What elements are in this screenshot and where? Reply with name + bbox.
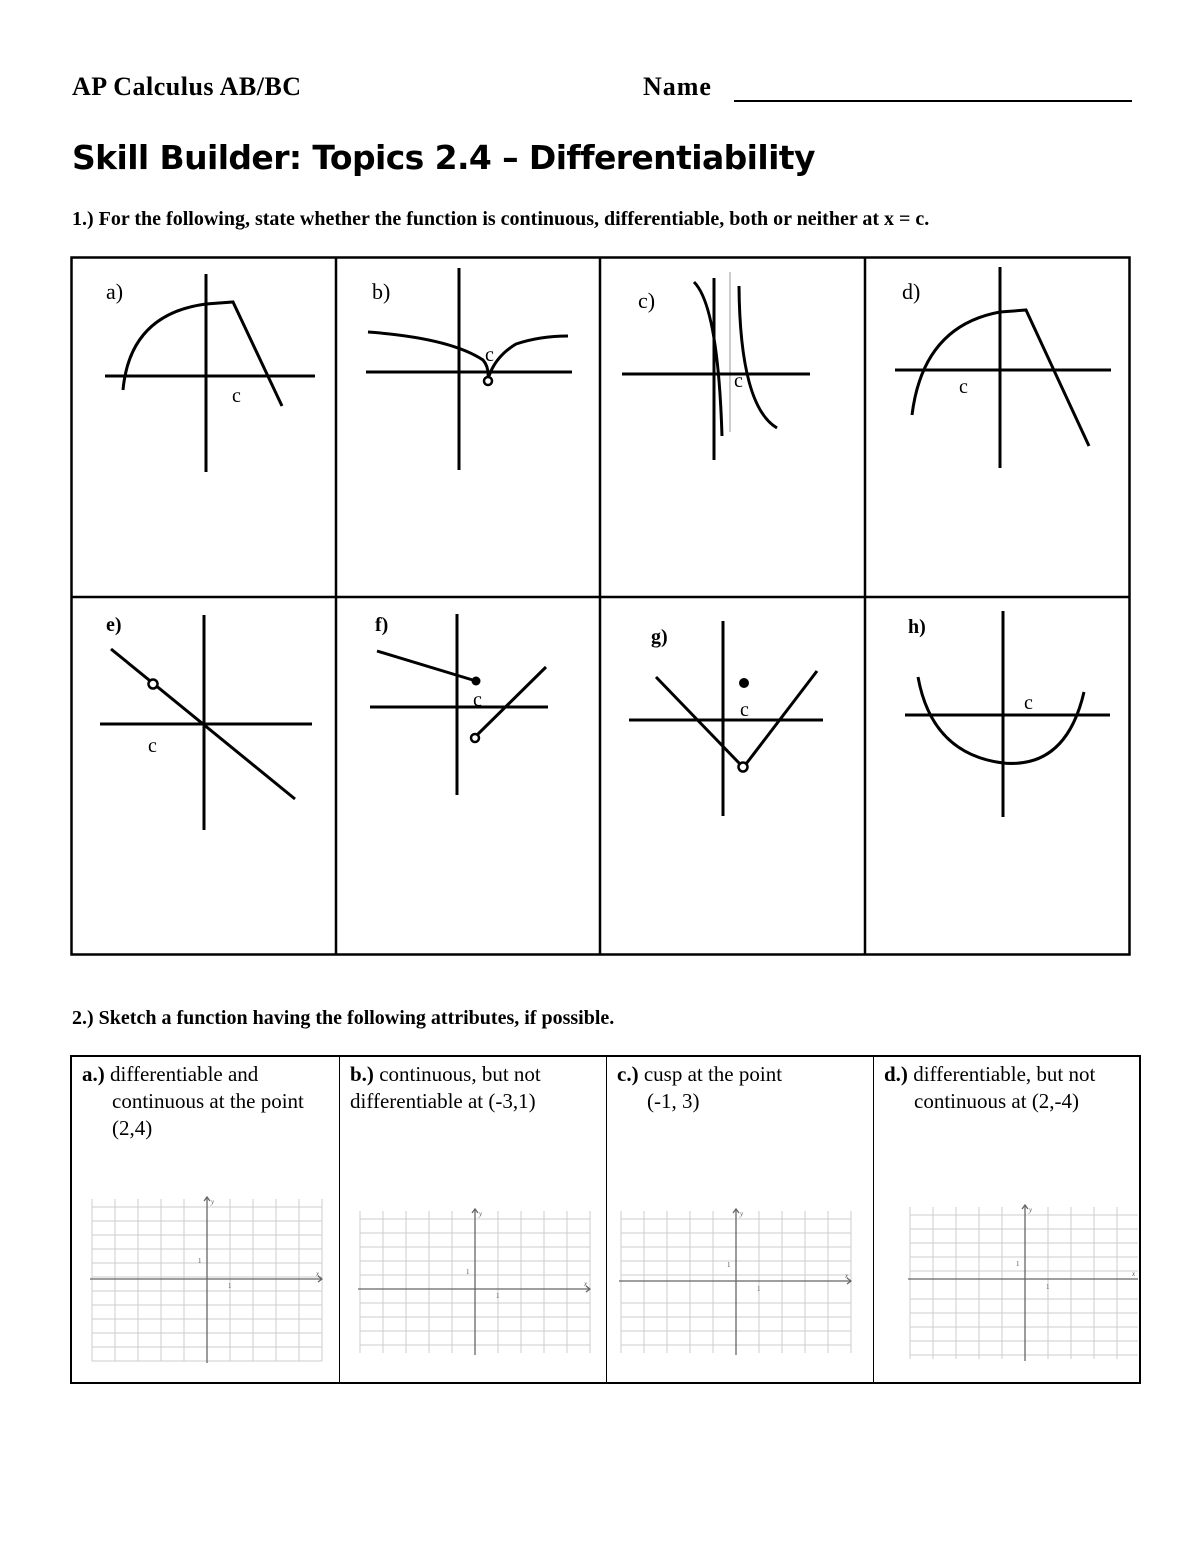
course-title: AP Calculus AB/BC — [72, 72, 302, 101]
point-label: c — [959, 376, 968, 398]
x-axis-label: x — [1132, 1270, 1136, 1278]
x-tick-label: 1 — [1046, 1283, 1050, 1291]
question-2-prompt: 2.) Sketch a function having the following attributes, if possible. — [72, 1007, 615, 1029]
y-tick-label: 1 — [1016, 1260, 1020, 1268]
graph-label: b) — [372, 279, 391, 304]
x-tick-label: 1 — [228, 1282, 232, 1290]
closed-point — [472, 677, 481, 686]
part-c-cell[interactable] — [607, 1057, 874, 1382]
coordinate-grid[interactable] — [619, 1207, 855, 1357]
graph-label: a) — [106, 279, 124, 304]
open-point — [739, 763, 748, 772]
function-line — [377, 651, 476, 681]
y-axis-label: y — [1029, 1206, 1033, 1214]
graph-label: f) — [375, 614, 389, 636]
open-point — [149, 680, 158, 689]
point-label: c — [485, 344, 494, 366]
x-axis-label: x — [316, 1270, 320, 1278]
function-line — [746, 671, 817, 764]
point-label: c — [1024, 692, 1033, 714]
part-a-description — [82, 1061, 333, 1142]
name-label: Name — [643, 72, 712, 101]
y-axis-label: y — [479, 1210, 483, 1218]
part-d-description — [884, 1061, 1133, 1115]
part-text: (-1, 3) — [647, 1089, 700, 1113]
function-curve — [739, 286, 777, 428]
part-text: continuous at (2,-4) — [914, 1089, 1080, 1113]
graph-d — [895, 267, 1111, 468]
part-label: d.) — [884, 1062, 908, 1086]
coordinate-grid[interactable] — [90, 1195, 326, 1365]
part-text: (2,4) — [112, 1116, 153, 1140]
function-curve — [918, 677, 1084, 763]
graph-label: g) — [651, 626, 668, 648]
part-label: a.) — [82, 1062, 105, 1086]
function-curve — [489, 336, 568, 376]
part-label: c.) — [617, 1062, 639, 1086]
part-b-description — [350, 1061, 600, 1115]
coordinate-grid[interactable] — [908, 1203, 1138, 1363]
graph-label: e) — [106, 614, 122, 636]
function-curve — [694, 282, 722, 436]
question-2-table — [70, 1055, 1141, 1384]
function-curve — [123, 302, 282, 406]
point-label: c — [473, 689, 482, 711]
point-label: c — [734, 370, 743, 392]
graph-g — [629, 621, 823, 816]
x-tick-label: 1 — [496, 1292, 500, 1300]
graph-b — [366, 268, 572, 470]
part-text: differentiable, but not — [913, 1062, 1096, 1086]
part-text: differentiable and — [110, 1062, 259, 1086]
part-label: b.) — [350, 1062, 374, 1086]
part-d-cell[interactable] — [874, 1057, 1139, 1382]
name-field[interactable] — [734, 100, 1132, 102]
y-tick-label: 1 — [198, 1257, 202, 1265]
closed-point — [739, 678, 749, 688]
x-axis-label: x — [845, 1272, 849, 1280]
y-tick-label: 1 — [466, 1268, 470, 1276]
open-point — [484, 377, 492, 385]
part-text: continuous at the point — [112, 1089, 304, 1113]
graph-grid-svg — [70, 256, 1131, 956]
question-1-graph-grid — [70, 256, 1131, 956]
point-label: c — [740, 699, 749, 721]
function-line — [476, 667, 546, 736]
coordinate-grid[interactable] — [358, 1207, 594, 1357]
graph-f — [370, 614, 548, 795]
worksheet-title: Skill Builder: Topics 2.4 – Differentiability — [72, 138, 815, 177]
question-1-prompt: 1.) For the following, state whether the function is continuous, differentiable, both or neither at x = c. — [72, 208, 930, 230]
point-label: c — [148, 735, 157, 757]
graph-label: d) — [902, 279, 921, 304]
point-label: c — [232, 385, 241, 407]
part-text: continuous, but not — [379, 1062, 541, 1086]
part-text: differentiable at (-3,1) — [350, 1089, 536, 1113]
x-tick-label: 1 — [757, 1285, 761, 1293]
y-axis-label: y — [211, 1198, 215, 1206]
y-axis-label: y — [740, 1210, 744, 1218]
open-point — [471, 734, 479, 742]
part-c-description — [617, 1061, 867, 1115]
graph-a — [105, 274, 315, 472]
part-text: cusp at the point — [643, 1062, 783, 1086]
part-a-cell[interactable] — [72, 1057, 340, 1382]
graph-c — [622, 272, 810, 460]
graph-label: h) — [908, 616, 926, 638]
graph-label: c) — [638, 288, 656, 313]
graph-h — [905, 611, 1110, 817]
part-b-cell[interactable] — [340, 1057, 607, 1382]
graph-e — [100, 614, 312, 830]
x-axis-label: x — [584, 1280, 588, 1288]
y-tick-label: 1 — [727, 1261, 731, 1269]
